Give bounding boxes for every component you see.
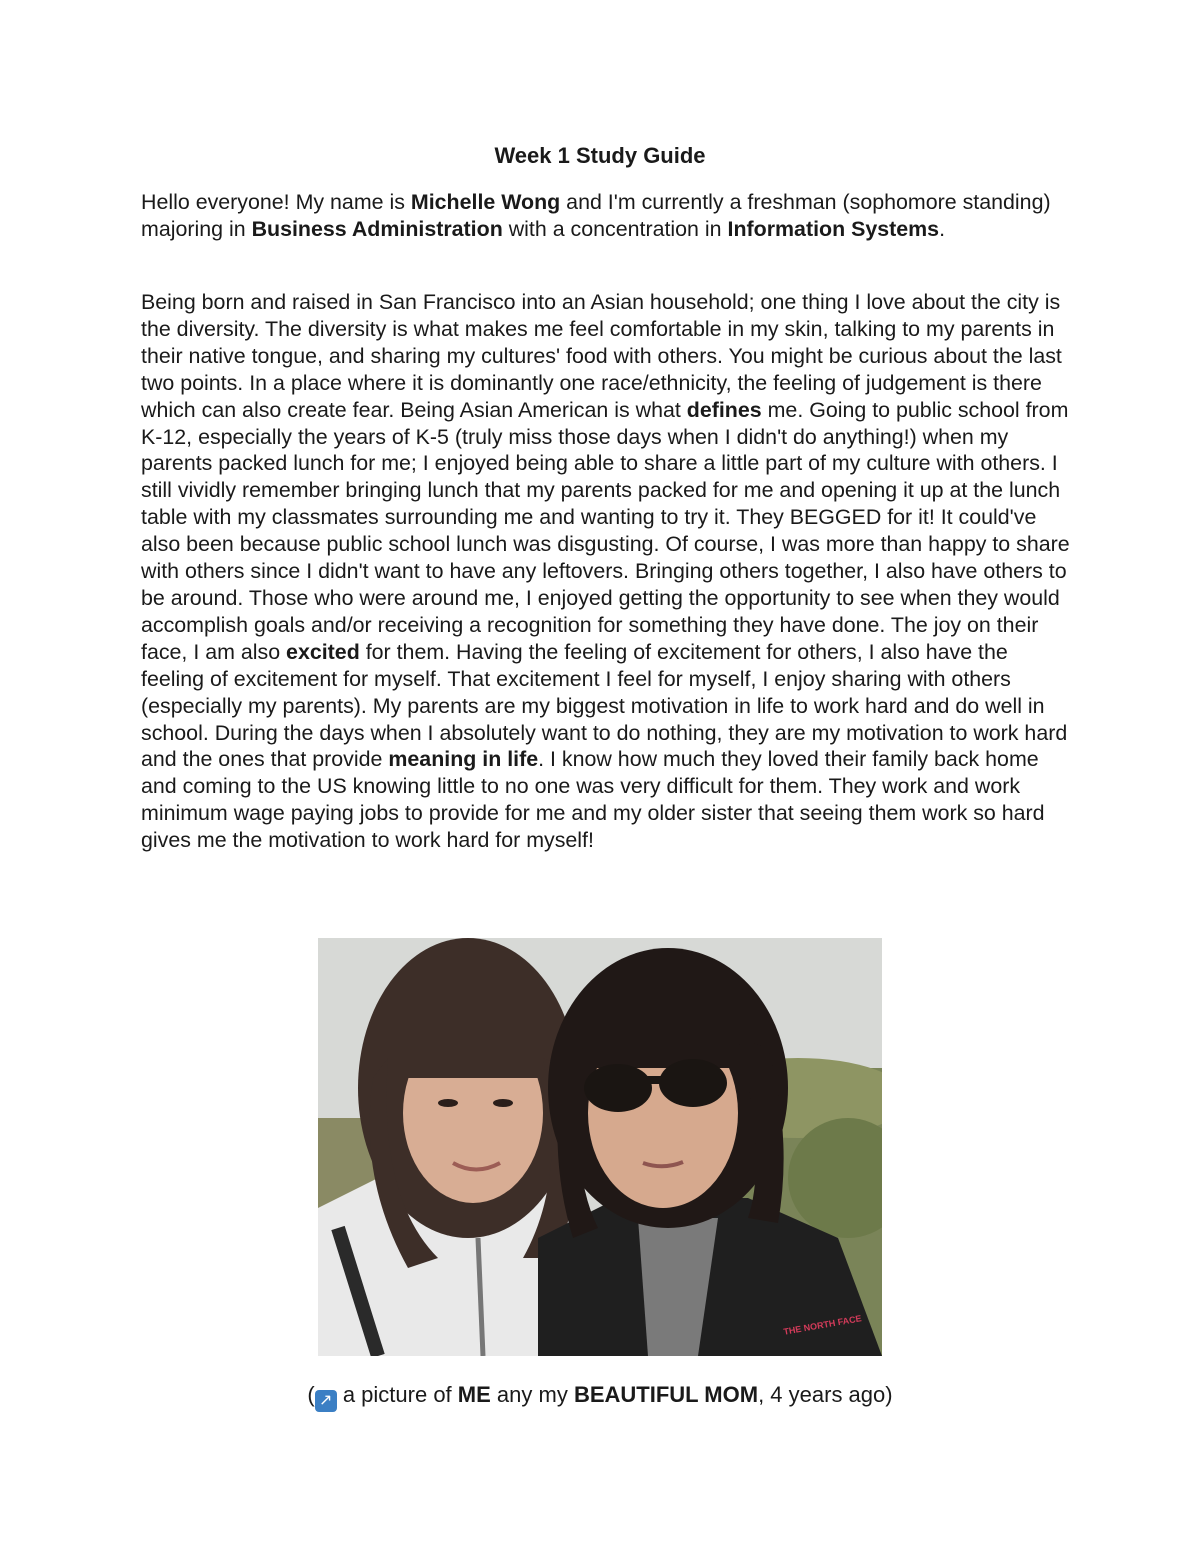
- photo-caption: [0, 1381, 1200, 1412]
- concentration-name: Information Systems: [727, 216, 940, 241]
- selfie-photo: [318, 938, 882, 1356]
- major-name: Business Administration: [251, 216, 503, 241]
- caption-mom: BEAUTIFUL MOM: [573, 1382, 759, 1407]
- intro-text: Hello everyone! My name is: [141, 190, 411, 214]
- jacket-logo-text: THE NORTH FACE: [782, 1313, 863, 1337]
- caption-text: (: [307, 1382, 315, 1407]
- intro-text: and I'm currently a freshman (sophomore standing) majoring in: [141, 190, 1051, 241]
- body-paragraph: [141, 289, 1071, 854]
- intro-text: .: [939, 216, 946, 241]
- up-right-arrow-icon: ↗: [315, 1390, 337, 1412]
- emphasis-defines: defines: [686, 397, 762, 422]
- author-name: Michelle Wong: [410, 190, 561, 214]
- caption-me: ME: [457, 1382, 491, 1407]
- intro-paragraph: [141, 189, 1071, 243]
- caption-text: a picture of: [336, 1382, 458, 1407]
- body-text: me. Going to public school from K-12, especially the years of K-5 (truly miss those days when I didn't do anything!) when my parents packed lunch for me; I enjoyed being able to share a little part of my culture with others. I still vividly remember bringing lunch that my parents packed for me and opening it up at the lunch table with my classmates surrounding me and wanting to try it. They BEGGED for it! It could've also been because public school lunch was disgusting. Of course, I was more than happy to share with others since I didn't want to have any leftovers. Bringing others together, I also have others to be around. Those who were around me, I enjoyed getting the opportunity to see when they would accomplish goals and/or receiving a recognition for something they have done. The joy on their face, I am also: [141, 397, 1070, 664]
- body-text: for them. Having the feeling of excitement for others, I also have the feeling of excitement for myself. That excitement I feel for myself, I enjoy sharing with others (especially my parents). My parents are my biggest motivation in life to work hard and do well in school. During the days when I absolutely want to do nothing, they are my motivation to work hard and the ones that provide: [141, 639, 1068, 772]
- caption-text: , 4 years ago): [758, 1382, 893, 1407]
- body-text: . I know how much they loved their family back home and coming to the US knowing little to no one was very difficult for them. They work and work minimum wage paying jobs to provide for me and my older sister that seeing them work so hard gives me the motivation to work hard for myself!: [141, 747, 1045, 853]
- emphasis-meaning: meaning in life: [388, 747, 539, 772]
- caption-text: any my: [490, 1382, 574, 1407]
- page-title: Week 1 Study Guide: [494, 143, 706, 168]
- intro-text: with a concentration in: [502, 216, 728, 241]
- emphasis-excited: excited: [286, 639, 360, 664]
- body-text: Being born and raised in San Francisco into an Asian household; one thing I love about the city is the diversity. The diversity is what makes me feel comfortable in my skin, talking to my parents in their native tongue, and sharing my cultures' food with others. You might be curious about the last two points. In a place where it is dominantly one race/ethnicity, the feeling of judgement is there which can also create fear. Being Asian American is what: [141, 290, 1062, 422]
